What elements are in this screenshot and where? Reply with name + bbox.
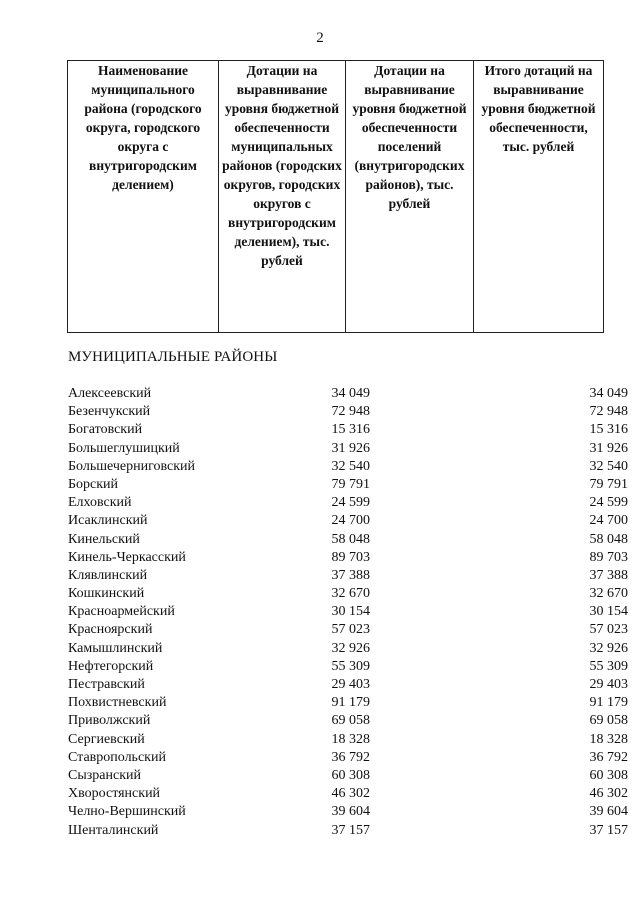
district-name: Большечерниговский [68,458,196,474]
table-row [68,731,628,749]
table-row [68,767,628,785]
district-name: Красноярский [68,622,153,638]
table-row [68,494,628,512]
district-name: Камышлинский [68,640,163,656]
subsidy-districts-value: 91 179 [331,695,370,711]
district-name: Елховский [68,495,132,511]
page-number: 2 [316,30,324,46]
subsidy-total-value: 29 403 [589,677,628,692]
district-name: Кинель-Черкасский [68,549,186,565]
district-name: Приволжский [68,713,151,729]
subsidy-districts-value: 24 700 [331,513,370,529]
table-row [68,803,628,821]
subsidy-districts-value: 69 058 [331,713,370,729]
district-name: Нефтегорский [68,658,154,674]
subsidy-total-value: 37 388 [589,567,628,583]
subsidy-districts-value: 39 604 [331,804,370,820]
district-name: Алексеевский [68,386,152,401]
subsidy-total-value: 60 308 [589,767,628,783]
table-row [68,585,628,603]
subsidy-districts-value: 46 302 [331,786,370,802]
subsidy-total-value: 32 670 [589,586,628,602]
district-list [68,385,628,840]
subsidy-districts-value: 79 791 [331,476,370,492]
table-row [68,421,628,439]
district-name: Кинельский [68,531,140,547]
district-name: Большеглушицкий [68,440,180,456]
district-name: Пестравский [68,677,145,692]
subsidy-total-value: 46 302 [589,786,628,802]
table-row [68,458,628,476]
table-row [68,512,628,530]
subsidy-total-value: 72 948 [589,404,628,420]
subsidy-total-value: 36 792 [589,749,628,765]
table-row [68,785,628,803]
table-row [68,676,628,694]
district-name: Сызранский [68,767,141,783]
subsidy-total-value: 39 604 [589,804,628,820]
subsidy-districts-value: 32 540 [331,458,370,474]
table-row [68,822,628,840]
subsidy-districts-value: 18 328 [331,731,370,747]
district-name: Богатовский [68,422,143,438]
subsidy-total-value: 37 157 [589,822,628,838]
table-row [68,549,628,567]
table-row [68,603,628,621]
district-name: Клявлинский [68,567,148,583]
subsidy-total-value: 34 049 [589,386,628,401]
subsidy-total-value: 15 316 [589,422,628,438]
subsidy-districts-value: 15 316 [331,422,370,438]
subsidy-districts-value: 34 049 [331,386,370,401]
subsidy-districts-value: 89 703 [331,549,370,565]
district-name: Хворостянский [68,786,161,802]
table-row [68,476,628,494]
subsidy-districts-value: 60 308 [331,767,370,783]
subsidy-districts-value: 57 023 [331,622,370,638]
subsidy-total-value: 24 599 [589,495,628,511]
subsidy-total-value: 89 703 [589,549,628,565]
subsidy-districts-value: 55 309 [331,658,370,674]
table-row [68,694,628,712]
subsidy-districts-value: 32 670 [331,586,370,602]
district-name: Сергиевский [68,731,145,747]
district-name: Безенчукский [68,404,151,420]
subsidy-total-value: 31 926 [589,440,628,456]
district-name: Челно-Вершинский [68,804,186,820]
district-name: Похвистневский [68,695,167,711]
section-title: МУНИЦИПАЛЬНЫЕ РАЙОНЫ [68,349,278,365]
table-row [68,567,628,585]
subsidy-total-value: 32 540 [589,458,628,474]
table-row [68,658,628,676]
header-district-name: Наименование муниципального района (городского округа, городского округа с внутригородским делением) [68,61,219,333]
subsidy-districts-value: 32 926 [331,640,370,656]
table-row [68,712,628,730]
subsidy-total-value: 91 179 [589,695,628,711]
subsidy-total-value: 18 328 [589,731,628,747]
table-row [68,440,628,458]
subsidy-total-value: 24 700 [589,513,628,529]
header-subsidy-settlements: Дотации на выравнивание уровня бюджетной обеспеченности поселений (внутригородских районов), тыс. рублей [346,61,474,333]
district-name: Борский [68,476,119,492]
header-subsidy-districts: Дотации на выравнивание уровня бюджетной обеспеченности муниципальных районов (городских округов, городских округов с внутригородским делением), тыс. рублей [219,61,346,333]
table-row [68,531,628,549]
table-row [68,640,628,658]
district-name: Кошкинский [68,586,145,602]
subsidy-total-value: 32 926 [589,640,628,656]
subsidy-districts-value: 36 792 [331,749,370,765]
table-row [68,621,628,639]
table-row [68,403,628,421]
subsidy-districts-value: 37 157 [331,822,370,838]
table-row [68,749,628,767]
subsidy-total-value: 69 058 [589,713,628,729]
subsidy-total-value: 79 791 [589,476,628,492]
header-subsidy-total: Итого дотаций на выравнивание уровня бюджетной обеспеченности, тыс. рублей [474,61,604,333]
subsidy-districts-value: 58 048 [331,531,370,547]
subsidy-districts-value: 24 599 [331,495,370,511]
subsidy-total-value: 58 048 [589,531,628,547]
subsidy-total-value: 55 309 [589,658,628,674]
district-name: Ставропольский [68,749,166,765]
subsidy-districts-value: 31 926 [331,440,370,456]
table-header [67,60,604,333]
subsidy-districts-value: 72 948 [331,404,370,420]
district-name: Красноармейский [68,604,175,620]
subsidy-districts-value: 29 403 [331,677,370,692]
subsidy-total-value: 57 023 [589,622,628,638]
subsidy-total-value: 30 154 [589,604,628,620]
subsidy-districts-value: 30 154 [331,604,370,620]
district-name: Исаклинский [68,513,148,529]
district-name: Шенталинский [68,822,159,838]
subsidy-districts-value: 37 388 [331,567,370,583]
table-row [68,385,628,403]
